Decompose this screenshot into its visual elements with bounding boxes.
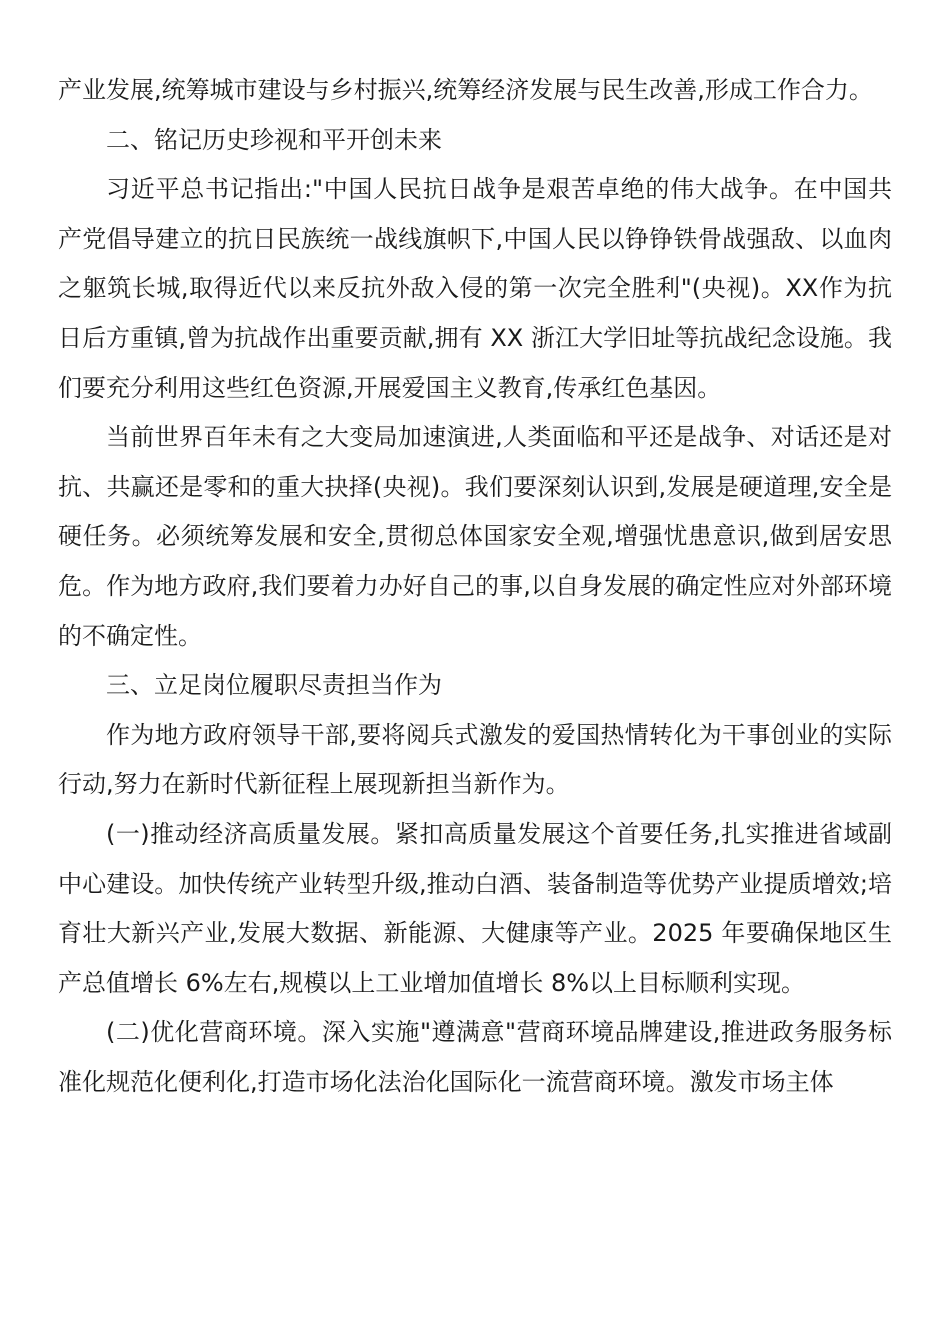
section-heading-3: 三、立足岗位履职尽责担当作为 — [106, 671, 442, 700]
paragraph-world-situation: 当前世界百年未有之大变局加速演进,人类面临和平还是战争、对话还是对抗、共赢还是零和的重大抉择(央视)。我们要深刻认识到,发展是硬道理,安全是硬任务。必须统筹发展和安全,贯彻总体国家安全观,增强忧患意识,做到居安思危。作为地方政府,我们要着力办好自己的事,以自身发展的确定性应对外部环境的不确定性。 — [58, 423, 892, 650]
paragraph-economy: (一)推动经济高质量发展。紧扣高质量发展这个首要任务,扎实推进省域副中心建设。加快传统产业转型升级,推动白酒、装备制造等优势产业提质增效;培育壮大新兴产业,发展大数据、新能源、大健康等产业。2025 年要确保地区生产总值增长 6%左右,规模以上工业增加值增长 8%以上目标顺利实现。 — [58, 819, 892, 997]
paragraph-continuation: 产业发展,统筹城市建设与乡村振兴,统筹经济发展与民生改善,形成工作合力。 — [58, 76, 873, 104]
document-page — [58, 66, 892, 1107]
paragraph-quote-history: 习近平总书记指出:"中国人民抗日战争是艰苦卓绝的伟大战争。在中国共产党倡导建立的抗日民族统一战线旗帜下,中国人民以铮铮铁骨战强敌、以血肉之躯筑长城,取得近代以来反抗外敌入侵的第一次完全胜利"(央视)。XX作为抗日后方重镇,曾为抗战作出重要贡献,拥有 XX 浙江大学旧址等抗战纪念设施。我们要充分利用这些红色资源,开展爱国主义教育,传承红色基因。 — [58, 175, 892, 402]
section-heading-2: 二、铭记历史珍视和平开创未来 — [106, 125, 442, 154]
paragraph-business-environment: (二)优化营商环境。深入实施"遵满意"营商环境品牌建设,推进政务服务标准化规范化便利化,打造市场化法治化国际化一流营商环境。激发市场主体 — [58, 1018, 892, 1096]
paragraph-action-intro: 作为地方政府领导干部,要将阅兵式激发的爱国热情转化为干事创业的实际行动,努力在新时代新征程上展现新担当新作为。 — [58, 720, 892, 799]
